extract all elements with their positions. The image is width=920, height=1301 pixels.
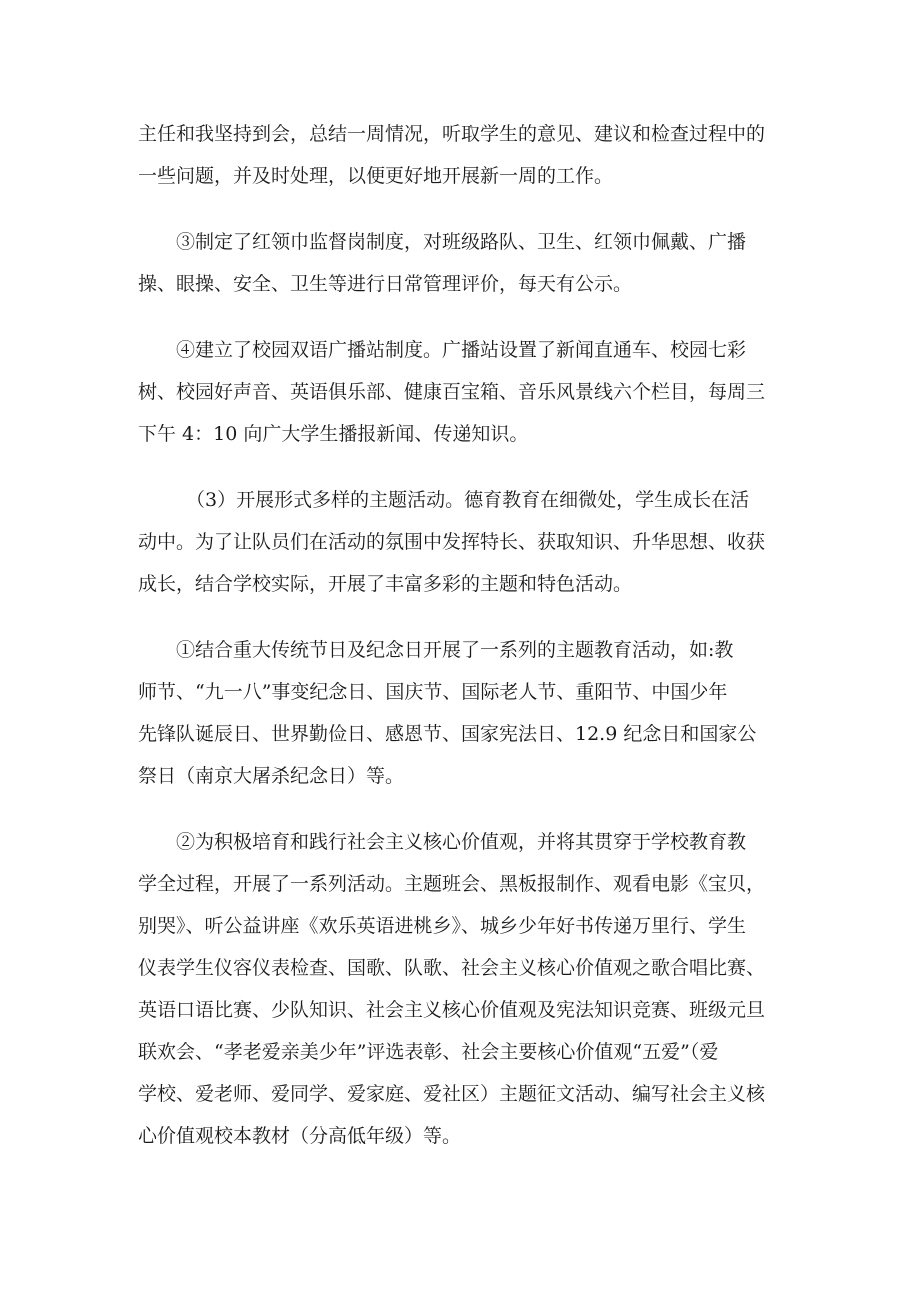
text-line: （3）开展形式多样的主题活动。德育教育在细微处，学生成长在活 xyxy=(186,489,750,511)
text-line: 学校、爱老师、爱同学、爱家庭、爱社区）主题征文活动、编写社会主义核 xyxy=(138,1083,766,1105)
paragraph-continuation xyxy=(138,113,788,197)
text-line: 英语口语比赛、少队知识、社会主义核心价值观及宪法知识竞赛、班级元旦 xyxy=(138,999,766,1021)
paragraph-core-values xyxy=(138,821,788,1157)
paragraph-supervision-system xyxy=(138,221,788,305)
paragraph-festival-activities xyxy=(138,629,788,797)
text-line: 成长，结合学校实际，开展了丰富多彩的主题和特色活动。 xyxy=(138,573,633,595)
paragraph-themed-activities xyxy=(138,479,788,605)
text-line: 联欢会、“孝老爱亲美少年”评选表彰、社会主要核心价值观“五爱”（爱 xyxy=(138,1041,719,1063)
text-line: 心价值观校本教材（分高低年级）等。 xyxy=(138,1125,462,1147)
text-line: 下午 4：10 向广大学生播报新闻、传递知识。 xyxy=(138,423,529,445)
text-line: 主任和我坚持到会，总结一周情况，听取学生的意见、建议和检查过程中的 xyxy=(138,123,766,145)
text-line: 祭日（南京大屠杀纪念日）等。 xyxy=(138,765,405,787)
text-line: 一些问题，并及时处理，以便更好地开展新一周的工作。 xyxy=(138,165,614,187)
text-line: 树、校园好声音、英语俱乐部、健康百宝箱、音乐风景线六个栏目，每周三 xyxy=(138,381,766,403)
text-line: ③制定了红领巾监督岗制度，对班级路队、卫生、红领巾佩戴、广播 xyxy=(176,231,747,253)
text-line: 先锋队诞辰日、世界勤俭日、感恩节、国家宪法日、12.9 纪念日和国家公 xyxy=(138,723,757,745)
text-line: 仪表学生仪容仪表检查、国歌、队歌、社会主义核心价值观之歌合唱比赛、 xyxy=(138,957,766,979)
text-line: 操、眼操、安全、卫生等进行日常管理评价，每天有公示。 xyxy=(138,273,633,295)
text-line: ①结合重大传统节日及纪念日开展了一系列的主题教育活动，如:教 xyxy=(176,639,734,661)
paragraph-broadcast-station xyxy=(138,329,788,455)
text-line: 别哭》、听公益讲座《欢乐英语进桃乡》、城乡少年好书传递万里行、学生 xyxy=(138,915,747,937)
text-line: 动中。为了让队员们在活动的氛围中发挥特长、获取知识、升华思想、收获 xyxy=(138,531,766,553)
document-body xyxy=(138,113,788,1181)
text-line: ④建立了校园双语广播站制度。广播站设置了新闻直通车、校园七彩 xyxy=(176,339,747,361)
text-line: ②为积极培育和践行社会主义核心价值观，并将其贯穿于学校教育教 xyxy=(176,831,747,853)
text-line: 师节、“九一八”事变纪念日、国庆节、国际老人节、重阳节、中国少年 xyxy=(138,681,728,703)
text-line: 学全过程，开展了一系列活动。主题班会、黑板报制作、观看电影《宝贝， xyxy=(138,873,766,895)
